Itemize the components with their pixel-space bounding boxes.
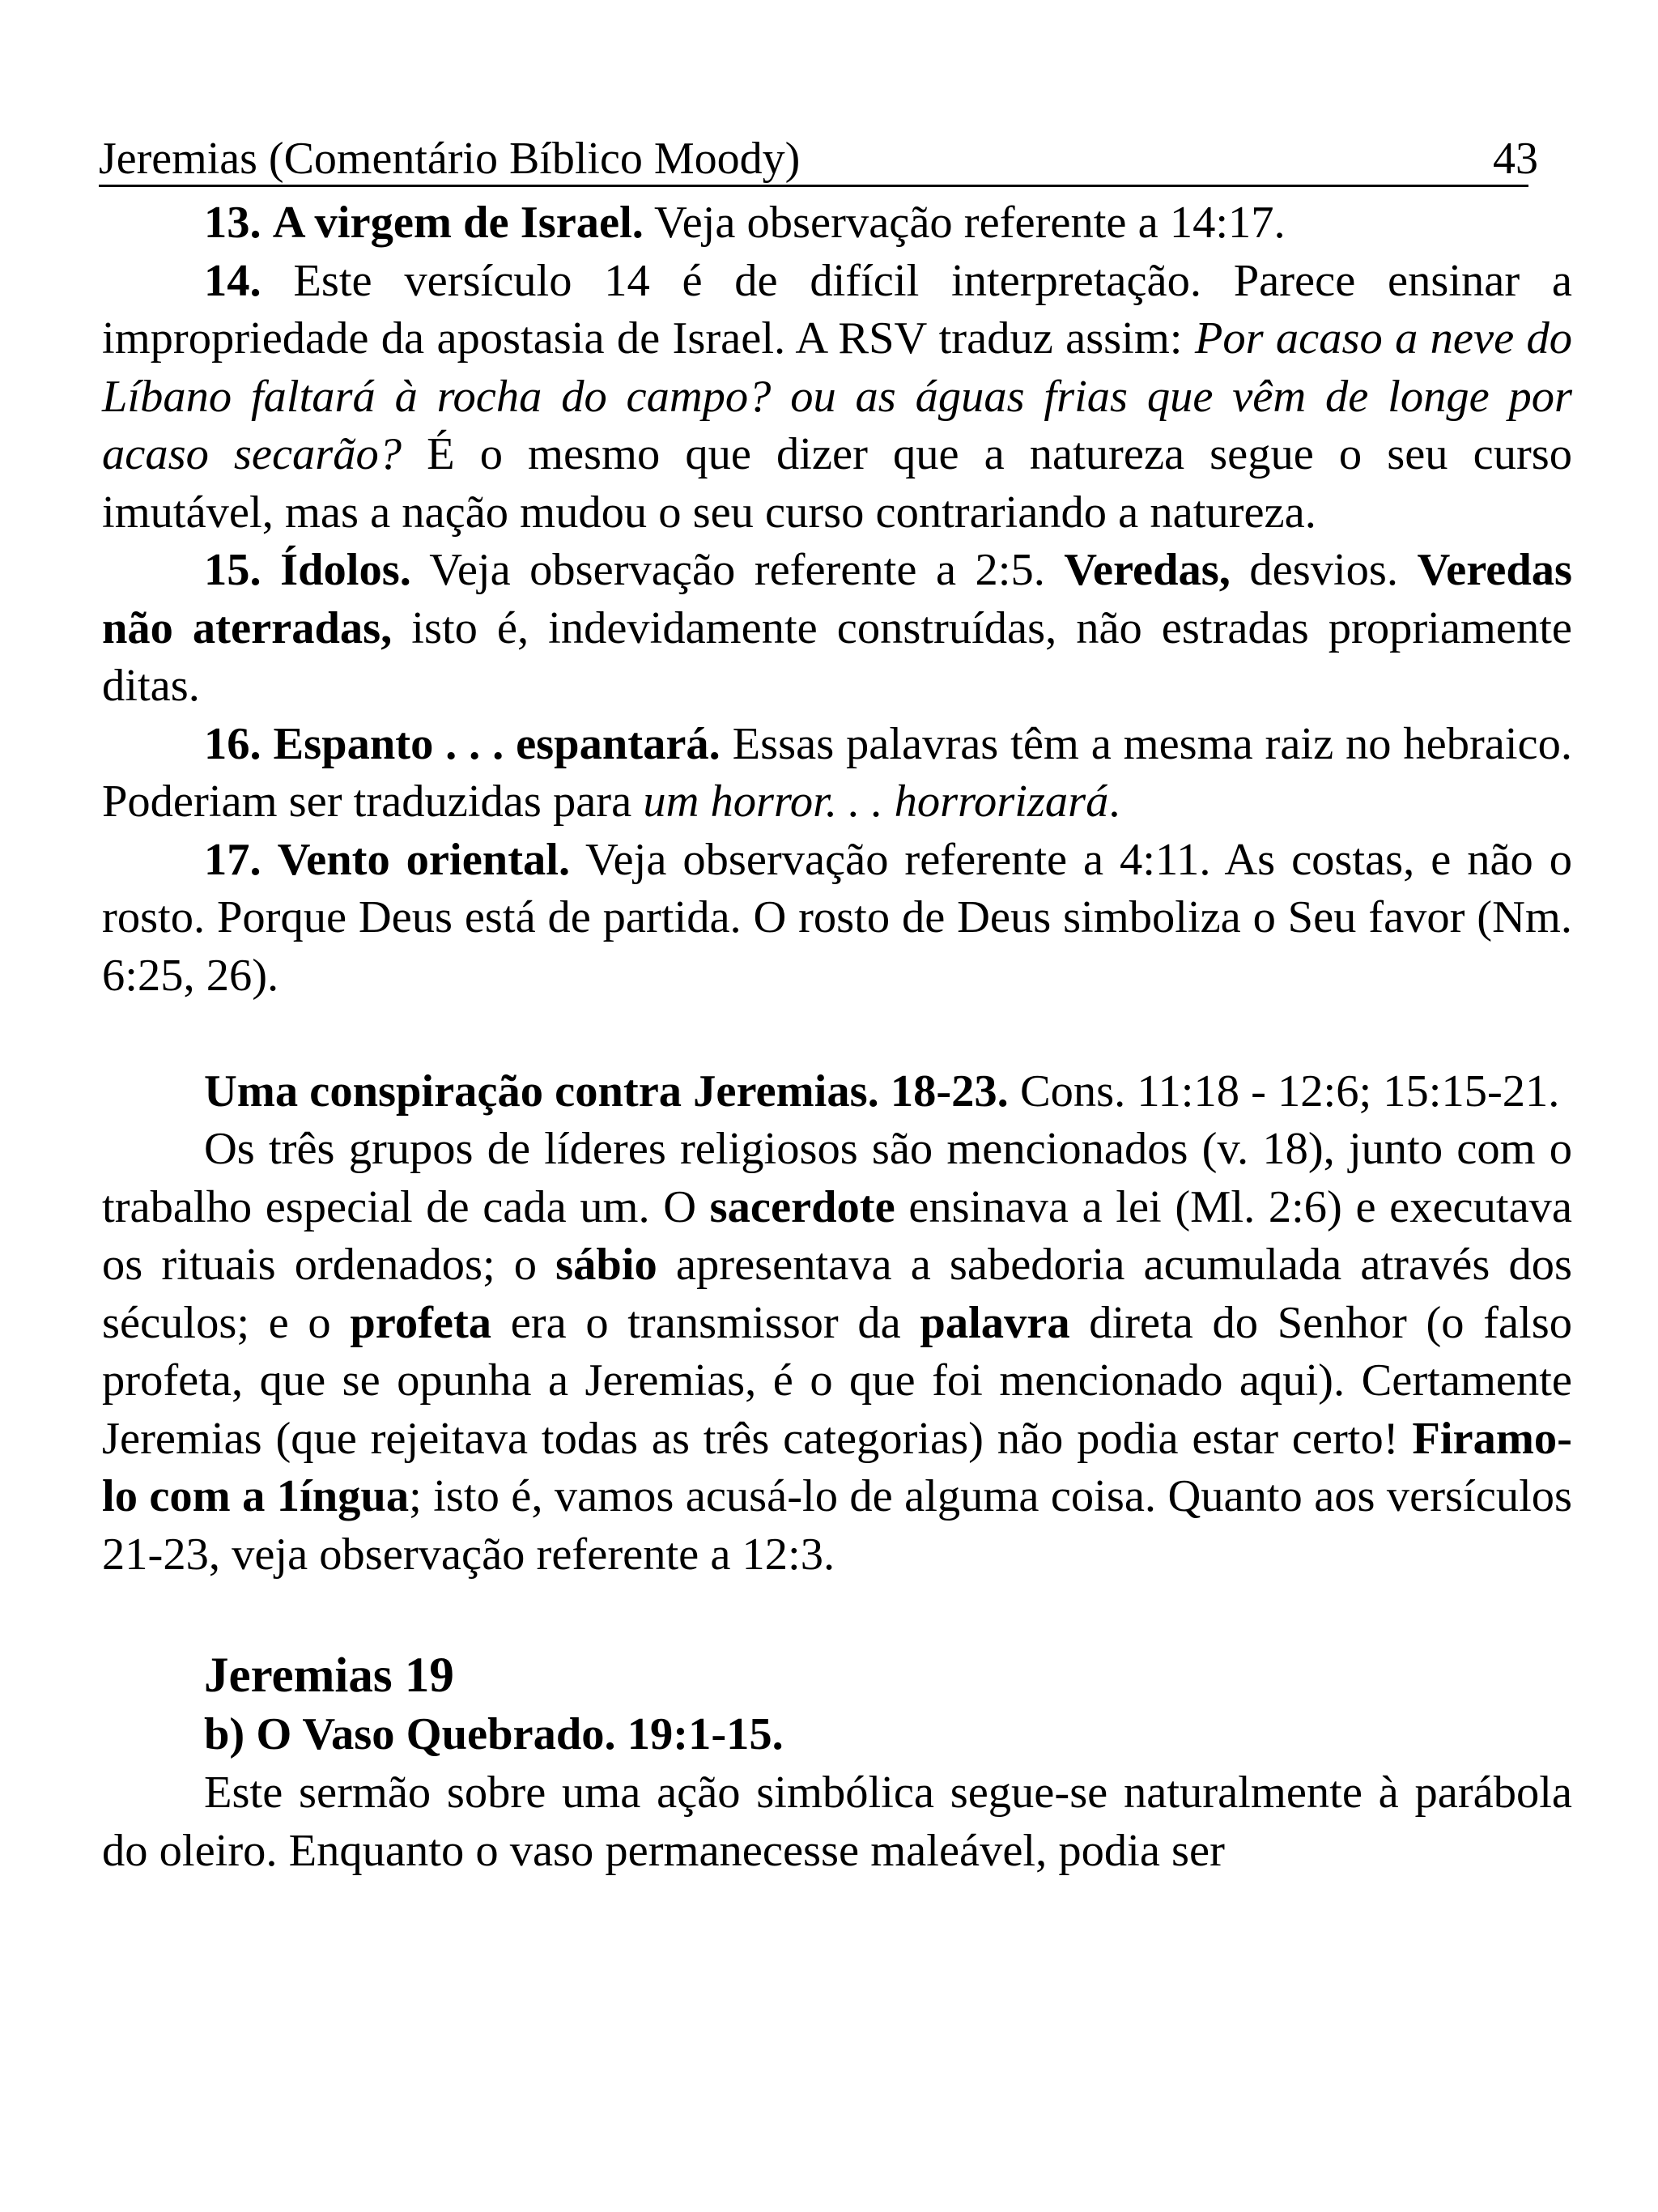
bold-term: sacerdote <box>709 1181 895 1232</box>
glossed-term: Veredas, <box>1064 545 1231 595</box>
section-heading: b) O Vaso Quebrado. 19:1-15. <box>204 1709 784 1759</box>
paragraph-three-groups <box>102 1121 1572 1584</box>
paragraph-text: Veja observação referente a 14:17. <box>643 198 1286 248</box>
verse-number: 13. <box>204 198 261 248</box>
paragraph-verse-17 <box>102 832 1572 1006</box>
bold-term: sábio <box>555 1240 657 1290</box>
paragraph-verse-14 <box>102 253 1572 542</box>
paragraph-text: Este versículo 14 é de difícil interpretação. Parece ensinar a impropriedade da apostasia de Israel. A RSV traduz assim: <box>102 255 1572 364</box>
paragraph-text: ensinava a lei (Ml. 2:6) e executava os rituais ordenados; o <box>102 1181 1572 1290</box>
paragraph-verse-13 <box>102 194 1572 253</box>
verse-number: 15. <box>204 545 261 595</box>
paragraph-text: direta do Senhor (o falso profeta, que se opunha a Jeremias, é o que foi mencionado aqui). Certamente Jeremias (que rejeitava todas as três categorias) não podia estar certo! <box>102 1297 1572 1464</box>
verse-number: 16. <box>204 718 261 769</box>
section-title: Uma conspiração contra Jeremias. 18-23. <box>204 1066 1009 1117</box>
paragraph-text: apresentava a sabedoria acumulada através dos séculos; e o <box>102 1240 1572 1348</box>
verse-number: 17. <box>204 834 261 885</box>
paragraph-text: ; isto é, vamos acusá-lo de alguma coisa. Quanto aos versículos 21-23, veja observação referente a 12:3. <box>102 1471 1572 1580</box>
paragraph-text: É o mesmo que dizer que a natureza segue o seu curso imutável, mas a nação mudou o seu curso contrariando a natureza. <box>102 429 1572 538</box>
paragraph-text: desvios. <box>1230 545 1418 595</box>
running-header <box>99 128 1538 187</box>
verse-number: 14. <box>204 255 261 306</box>
running-title: Jeremias (Comentário Bíblico Moody) <box>99 134 801 184</box>
paragraph-verse-15 <box>102 542 1572 716</box>
glossed-term: Espanto . . . espantará. <box>273 718 721 769</box>
spacer <box>102 1005 1572 1063</box>
paragraph-text: Essas palavras têm a mesma raiz no hebraico. Poderiam ser traduzidas para <box>102 718 1572 827</box>
glossed-term: Vento oriental. <box>277 834 571 885</box>
page-number: 43 <box>1493 134 1538 184</box>
cross-references: Cons. 11:18 - 12:6; 15:15-21. <box>1008 1066 1560 1117</box>
quoted-translation: Por acaso a neve do Líbano faltará à rocha do campo? ou as águas frias que vêm de longe por acaso secarão? <box>102 313 1572 479</box>
italic-phrase: um horror. . . horrorizará <box>643 776 1109 827</box>
glossed-term: Ídolos. <box>280 545 411 595</box>
glossed-term: Veredas não aterradas, <box>102 545 1573 653</box>
paragraph-text: era o transmissor da <box>491 1297 920 1348</box>
paragraph-text: . <box>1108 776 1120 827</box>
paragraph-text: Veja observação referente a 2:5. <box>410 545 1065 595</box>
paragraph-broken-vessel: Este sermão sobre uma ação simbólica segue-se naturalmente à parábola do oleiro. Enquanto o vaso permanecesse maleável, podia ser <box>102 1767 1572 1876</box>
bold-term: profeta <box>350 1297 492 1348</box>
bold-term: Firamo-lo com a 1íngua <box>102 1413 1572 1521</box>
paragraph-text: isto é, indevidamente construídas, não estradas propriamente ditas. <box>102 602 1572 711</box>
spacer <box>102 1584 1572 1647</box>
paragraph-text: Os três grupos de líderes religiosos são mencionados (v. 18), junto com o trabalho especial de cada um. O <box>102 1124 1572 1232</box>
section-conspiracy <box>102 1063 1572 1121</box>
chapter-heading: Jeremias 19 <box>204 1648 454 1703</box>
paragraph-verse-16 <box>102 716 1572 832</box>
glossed-term: A virgem de Israel. <box>272 198 644 248</box>
paragraph-text: Veja observação referente a 4:11. As costas, e não o rosto. Porque Deus está de partida. O rosto de Deus simboliza o Seu favor (Nm. 6:25, 26). <box>102 834 1572 1001</box>
body-text <box>102 194 1572 1880</box>
bold-term: palavra <box>920 1297 1070 1348</box>
